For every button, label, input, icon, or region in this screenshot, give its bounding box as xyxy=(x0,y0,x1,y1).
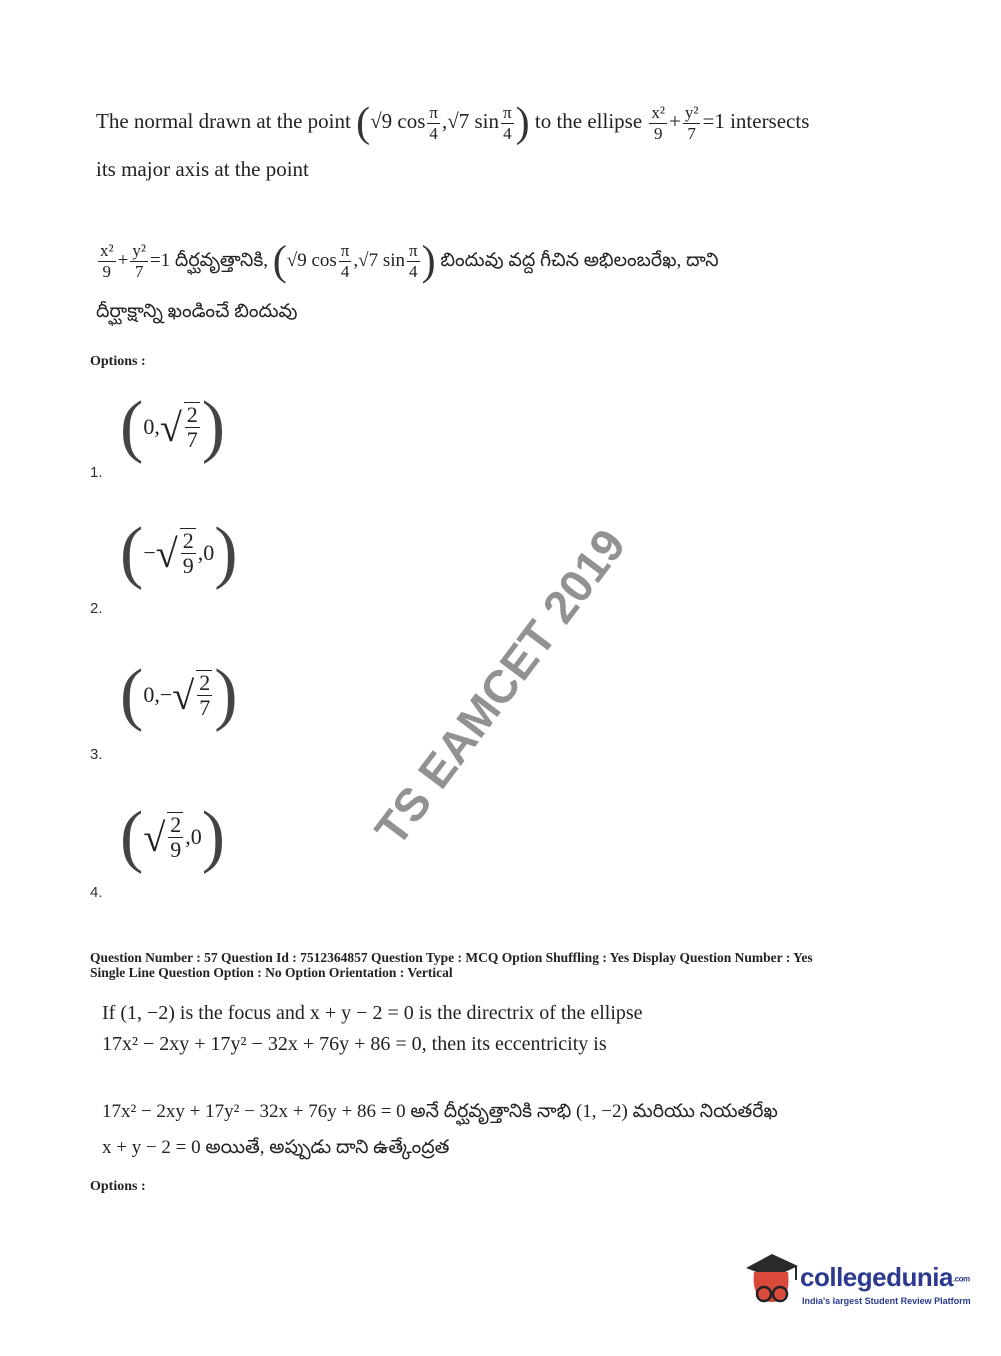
fraction: $\frac{\pi}{4}$ xyxy=(429,102,438,143)
meta-line-2: Single Line Question Option : No Option Orientation : Vertical xyxy=(90,965,453,980)
options-label-2: Options : xyxy=(90,1179,146,1194)
question-2-line-1: If (1, −2) is the focus and x + y − 2 = 0 is the directrix of the ellipse xyxy=(102,1002,643,1024)
point-cos: √9 cos xyxy=(370,109,426,133)
options-label: Options : xyxy=(90,354,146,369)
logo-name[interactable]: collegedunia.com xyxy=(800,1262,970,1292)
fraction: $\frac{\text{y²}}{7}$ xyxy=(684,102,699,143)
option-2-number: 2. xyxy=(90,600,103,617)
option-1-number: 1. xyxy=(90,464,103,481)
equals-one: =1 xyxy=(702,109,725,133)
option-1-math[interactable]: ( 0, √ $\frac{2}{7}$ ) xyxy=(120,388,226,465)
fraction: $\frac{\text{x²}}{9}$ xyxy=(651,102,666,143)
question-text: to the ellipse xyxy=(534,109,643,133)
question-text: its major axis at the point xyxy=(96,157,309,182)
paren-open: ( xyxy=(272,238,287,285)
telugu-text: దీర్ఘవృత్తానికి, xyxy=(174,250,269,271)
meta-line-1: Question Number : 57 Question Id : 7512364857 Question Type : MCQ Option Shuffling : Yes Display Question Number : Yes xyxy=(90,950,813,965)
plus-sign: + xyxy=(117,250,129,271)
option-2-math[interactable]: ( − √ $\frac{2}{9}$ ,0 ) xyxy=(120,514,238,591)
question-1-english xyxy=(96,98,896,192)
question-2-line-2: 17x² − 2xy + 17y² − 32x + 76y + 86 = 0, then its eccentricity is xyxy=(102,1033,607,1055)
collegedunia-mascot-icon xyxy=(742,1250,800,1314)
question-meta xyxy=(90,950,950,980)
telugu-text: బిందువు వద్ద గీచిన అభిలంబరేఖ, దాని xyxy=(440,250,719,271)
fraction: $\frac{\pi}{4}$ xyxy=(409,241,418,282)
question-1-telugu xyxy=(96,236,896,337)
point-cos: √9 cos xyxy=(286,250,337,271)
option-3-number: 3. xyxy=(90,746,103,763)
question-text: The normal drawn at the point xyxy=(96,109,351,133)
option-4-math[interactable]: ( √ $\frac{2}{9}$ ,0 ) xyxy=(120,798,226,875)
fraction: $\frac{\text{x²}}{9}$ xyxy=(100,241,114,282)
paren-close: ) xyxy=(515,100,530,147)
question-2-english xyxy=(102,998,643,1060)
paren-open: ( xyxy=(356,100,371,147)
watermark: TS EAMCET 2019 xyxy=(364,519,636,855)
fraction: $\frac{\pi}{4}$ xyxy=(503,102,512,143)
point-sin: ,√7 sin xyxy=(441,109,500,133)
fraction: $\frac{\text{y²}}{7}$ xyxy=(132,241,146,282)
plus-sign: + xyxy=(669,109,681,133)
point-sin: ,√7 sin xyxy=(353,250,405,271)
option-4-number: 4. xyxy=(90,884,103,901)
logo-tagline: India's largest Student Review Platform xyxy=(802,1296,971,1306)
equals-one: =1 xyxy=(149,250,171,271)
paren-close: ) xyxy=(421,238,436,285)
question-2-telugu xyxy=(102,1094,778,1166)
question-text: intersects xyxy=(730,109,810,133)
telugu-text: దీర్ఘాక్షాన్ని ఖండించే బిందువు xyxy=(96,300,298,322)
fraction: $\frac{\pi}{4}$ xyxy=(340,241,350,282)
question-2-telugu-line-1: 17x² − 2xy + 17y² − 32x + 76y + 86 = 0 అనే దీర్ఘవృత్తానికి నాభి (1, −2) మరియు నియతరేఖ xyxy=(102,1101,778,1122)
question-2-telugu-line-2: x + y − 2 = 0 అయితే, అప్పుడు దాని ఉత్కేంద్రత xyxy=(102,1137,450,1158)
option-3-math[interactable]: ( 0, − √ $\frac{2}{7}$ ) xyxy=(120,656,238,733)
